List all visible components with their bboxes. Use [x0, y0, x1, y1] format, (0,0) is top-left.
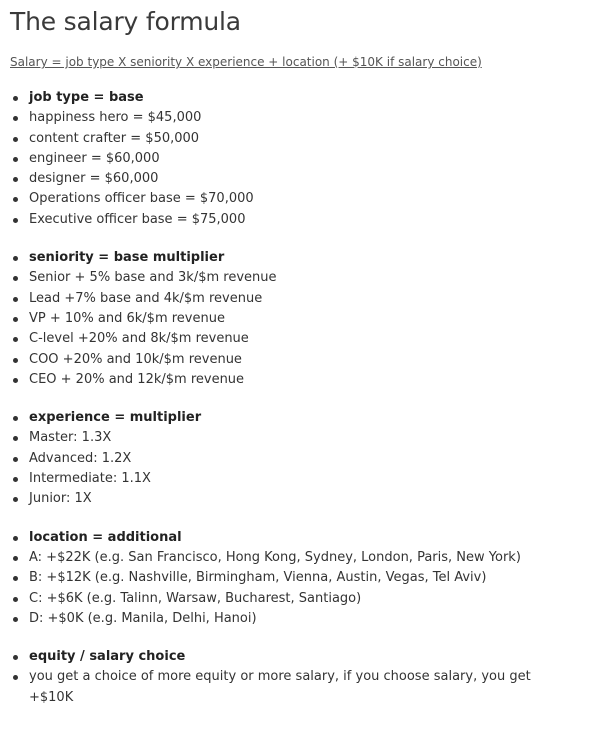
list-item: Senior + 5% base and 3k/$m revenue — [10, 268, 590, 288]
list-item: C: +$6K (e.g. Talinn, Warsaw, Bucharest, Santiago) — [10, 589, 590, 609]
section-heading-location: location = additional — [10, 528, 590, 548]
section-seniority — [10, 248, 590, 390]
list-item: Advanced: 1.2X — [10, 449, 590, 469]
section-heading-seniority: seniority = base multiplier — [10, 248, 590, 268]
location-list — [10, 528, 590, 629]
list-item: happiness hero = $45,000 — [10, 108, 590, 128]
list-item: C-level +20% and 8k/$m revenue — [10, 329, 590, 349]
section-heading-job-type: job type = base — [10, 88, 590, 108]
list-item: COO +20% and 10k/$m revenue — [10, 350, 590, 370]
list-item: designer = $60,000 — [10, 169, 590, 189]
salary-formula-link[interactable]: Salary = job type X seniority X experience + location (+ $10K if salary choice) — [10, 55, 482, 69]
list-item: Junior: 1X — [10, 489, 590, 509]
list-item: B: +$12K (e.g. Nashville, Birmingham, Vienna, Austin, Vegas, Tel Aviv) — [10, 568, 590, 588]
section-experience — [10, 408, 590, 509]
list-item: engineer = $60,000 — [10, 149, 590, 169]
section-job-type — [10, 88, 590, 230]
list-item: D: +$0K (e.g. Manila, Delhi, Hanoi) — [10, 609, 590, 629]
seniority-list — [10, 248, 590, 390]
section-heading-experience: experience = multiplier — [10, 408, 590, 428]
job-type-list — [10, 88, 590, 230]
section-equity-salary-choice — [10, 647, 590, 708]
experience-list — [10, 408, 590, 509]
list-item: Operations officer base = $70,000 — [10, 189, 590, 209]
list-item: VP + 10% and 6k/$m revenue — [10, 309, 590, 329]
page-title: The salary formula — [10, 7, 241, 36]
formula-sections — [10, 88, 590, 726]
list-item: Lead +7% base and 4k/$m revenue — [10, 289, 590, 309]
section-location — [10, 528, 590, 629]
list-item: you get a choice of more equity or more salary, if you choose salary, you get +$10K — [10, 667, 590, 708]
list-item: Intermediate: 1.1X — [10, 469, 590, 489]
equity-list — [10, 647, 590, 708]
list-item: content crafter = $50,000 — [10, 129, 590, 149]
list-item: Executive officer base = $75,000 — [10, 210, 590, 230]
section-heading-equity: equity / salary choice — [10, 647, 590, 667]
list-item: A: +$22K (e.g. San Francisco, Hong Kong, Sydney, London, Paris, New York) — [10, 548, 590, 568]
list-item: CEO + 20% and 12k/$m revenue — [10, 370, 590, 390]
list-item: Master: 1.3X — [10, 428, 590, 448]
